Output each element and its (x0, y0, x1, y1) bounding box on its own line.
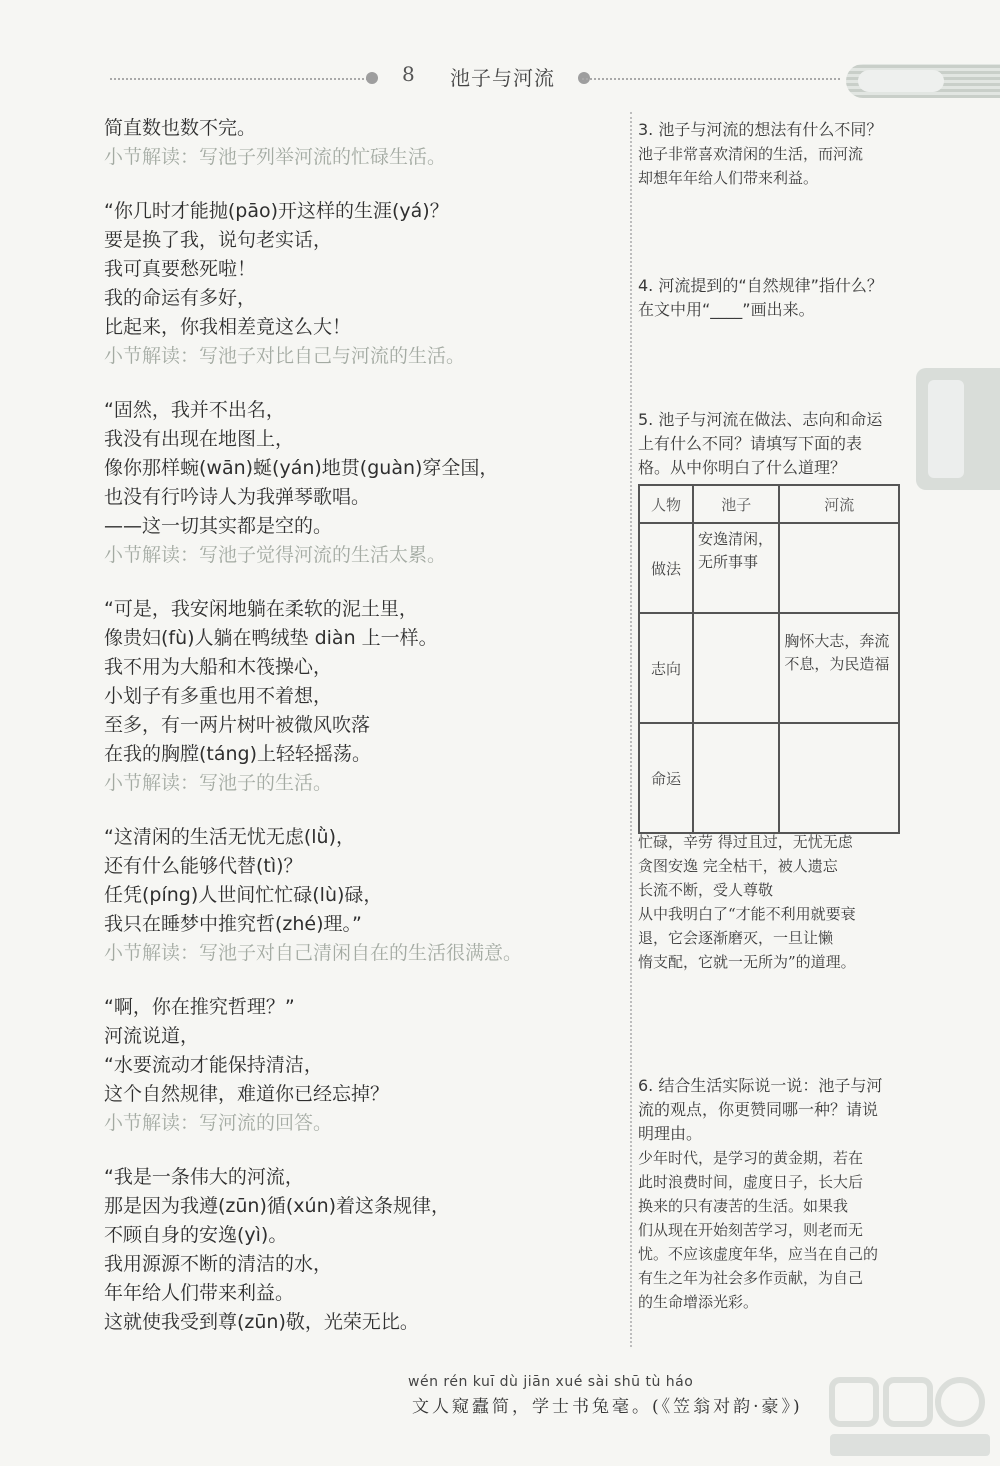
table-header-cell: 河流 (779, 485, 899, 523)
answer-line: 的生命增添光彩。 (638, 1293, 759, 1311)
question-3 (638, 118, 903, 190)
stanza-note: 小节解读：写池子对自己清闲自在的生活很满意。 (104, 942, 523, 964)
column-divider (630, 112, 632, 1347)
poem-line: 还有什么能够代替(tì)？ (104, 855, 303, 877)
poem-line: 简直数也数不完。 (104, 117, 257, 139)
poem-line: 像贵妇(fù)人躺在鸭绒垫 diàn 上一样。 (104, 627, 438, 649)
poem-line: 我没有出现在地图上， (104, 428, 295, 450)
answer-line: 换来的只有凄苦的生活。如果我 (638, 1197, 849, 1215)
poem-line: 在我的胸膛(táng)上轻轻摇荡。 (104, 743, 372, 765)
table-header-row (639, 485, 899, 523)
stanza-note: 小节解读：写池子对比自己与河流的生活。 (104, 345, 466, 367)
question-6-answer (638, 1146, 903, 1314)
poem-line: “水要流动才能保持清洁， (104, 1054, 323, 1076)
poem-line: “这清闲的生活无忧无虑(lǜ)， (104, 826, 355, 848)
table-row (639, 723, 899, 833)
poem-line: 任凭(píng)人世间忙忙碌(lù)碌， (104, 884, 383, 906)
poem-line: “固然，我并不出名， (104, 399, 285, 421)
question-line: 6. 结合生活实际说一说：池子与河 (638, 1076, 883, 1095)
header-corner-tab (846, 64, 1000, 98)
question-3-text (638, 118, 903, 142)
answer-line: 长流不断，受人尊敬 (638, 881, 774, 899)
question-line: 5. 池子与河流在做法、志向和命运 (638, 410, 883, 429)
question-line: 流的观点，你更赞同哪一种？请说 (638, 1100, 879, 1119)
answer-line: 忙碌，辛劳 得过且过，无忧无虑 (638, 833, 853, 851)
footer-pinyin: wén rén kuī dù jiān xué sài shū tù háo (408, 1374, 694, 1390)
poem-line: 我用源源不断的清洁的水， (104, 1253, 333, 1275)
lesson-title: 池子与河流 (450, 66, 555, 90)
poem-line: 我只在睡梦中推究哲(zhé)理。” (104, 913, 362, 935)
table-cell-river (779, 523, 899, 613)
answer-line: 池子非常喜欢清闲的生活，而河流 (638, 145, 864, 163)
answer-line: 却想年年给人们带来利益。 (638, 169, 819, 187)
question-4-text (638, 274, 903, 322)
lesson-number: 8 (402, 62, 415, 86)
poem-line: 这就使我受到尊(zūn)敬，光荣无比。 (104, 1311, 419, 1333)
table-row-label: 命运 (639, 723, 693, 833)
stanza-note: 小节解读：写河流的回答。 (104, 1112, 333, 1134)
table-cell-river: 胸怀大志，奔流不息，为民造福 (779, 613, 899, 723)
poem-line: 我可真要愁死啦！ (104, 258, 257, 280)
answer-line: 从中我明白了“才能不利用就要衰 (638, 905, 856, 923)
header-rule-left (110, 78, 372, 80)
answer-line: 忧。不应该虚度年华，应当在自己的 (638, 1245, 879, 1263)
question-5-text (638, 408, 903, 480)
table-cell-pond (693, 613, 779, 723)
question-line: 3. 池子与河流的想法有什么不同？ (638, 120, 883, 139)
question-5-answer (638, 830, 903, 974)
table-header-cell: 池子 (693, 485, 779, 523)
chapter-side-tab (916, 368, 1000, 490)
table-cell-pond: 安逸清闲，无所事事 (693, 523, 779, 613)
table-row (639, 523, 899, 613)
table-row (639, 613, 899, 723)
poem-line: 河流说道， (104, 1025, 200, 1047)
table-cell-pond (693, 723, 779, 833)
poem-line: 也没有行吟诗人为我弹琴歌唱。 (104, 486, 371, 508)
stanza-gap (104, 1138, 584, 1163)
poem-line: 小划子有多重也用不着想， (104, 685, 333, 707)
stanza-note: 小节解读：写池子觉得河流的生活太累。 (104, 544, 447, 566)
poem-line: 年年给人们带来利益。 (104, 1282, 295, 1304)
question-6 (638, 1074, 903, 1314)
answer-line: 此时浪费时间，虚度日子，长大后 (638, 1173, 864, 1191)
question-6-text (638, 1074, 903, 1146)
table-cell-river (779, 723, 899, 833)
poem-text-column (104, 114, 584, 1337)
header-rule-right (582, 78, 840, 80)
poem-line: “我是一条伟大的河流， (104, 1166, 304, 1188)
header-corner-tab-label (858, 70, 944, 92)
question-4 (638, 274, 903, 322)
question-line: 4. 河流提到的“自然规律”指什么？ (638, 276, 883, 295)
answer-line: 少年时代，是学习的黄金期，若在 (638, 1149, 864, 1167)
answer-line: 有生之年为社会多作贡献，为自己 (638, 1269, 864, 1287)
poem-line: 我不用为大船和木筏操心， (104, 656, 333, 678)
question-3-answer (638, 142, 903, 190)
stanza-gap (104, 172, 584, 197)
stanza-gap (104, 371, 584, 396)
table-header-cell: 人物 (639, 485, 693, 523)
answer-line: 们从现在开始刻苦学习，则老而无 (638, 1221, 864, 1239)
chapter-side-tab-label (928, 380, 964, 478)
question-line: 在文中用“____”画出来。 (638, 300, 815, 319)
comparison-table (638, 484, 900, 834)
question-line: 明理由。 (638, 1124, 703, 1143)
poem-line: 比起来，你我相差竟这么大！ (104, 316, 352, 338)
header-dot-left (366, 72, 378, 84)
table-row-label: 志向 (639, 613, 693, 723)
watermark-logo-icon (822, 1372, 998, 1462)
poem-line: 要是换了我，说句老实话， (104, 229, 333, 251)
poem-line: 至多，有一两片树叶被微风吹落 (104, 714, 371, 736)
comparison-table-wrap (638, 484, 903, 834)
poem-line: “可是，我安闲地躺在柔软的泥土里， (104, 598, 418, 620)
stanza-gap (104, 570, 584, 595)
poem-line: 这个自然规律，难道你已经忘掉？ (104, 1083, 390, 1105)
poem-line: 我的命运有多好， (104, 287, 257, 309)
footer-quote: 文人窥蠹简，学士书兔毫。(《笠翁对韵·豪》) (412, 1397, 803, 1417)
poem-line: “啊，你在推究哲理？” (104, 996, 295, 1018)
poem-line: “你几时才能抛(pāo)开这样的生涯(yá)？ (104, 200, 449, 222)
question-line: 上有什么不同？请填写下面的表 (638, 434, 863, 453)
answer-line: 贪图安逸 完全枯干，被人遗忘 (638, 857, 838, 875)
poem-line: 不顾自身的安逸(yì)。 (104, 1224, 288, 1246)
poem-line: 像你那样蜿(wān)蜒(yán)地贯(guàn)穿全国， (104, 457, 499, 479)
stanza-note: 小节解读：写池子的生活。 (104, 772, 333, 794)
poem-line: 那是因为我遵(zūn)循(xún)着这条规律， (104, 1195, 451, 1217)
answer-line: 惰支配，它就一无所为”的道理。 (638, 953, 856, 971)
stanza-gap (104, 798, 584, 823)
table-row-label: 做法 (639, 523, 693, 613)
question-5 (638, 408, 903, 974)
poem-line: ——这一切其实都是空的。 (104, 515, 333, 537)
question-line: 格。从中你明白了什么道理？ (638, 458, 847, 477)
stanza-gap (104, 968, 584, 993)
answer-line: 退，它会逐渐磨灭，一旦让懒 (638, 929, 834, 947)
stanza-note: 小节解读：写池子列举河流的忙碌生活。 (104, 146, 447, 168)
